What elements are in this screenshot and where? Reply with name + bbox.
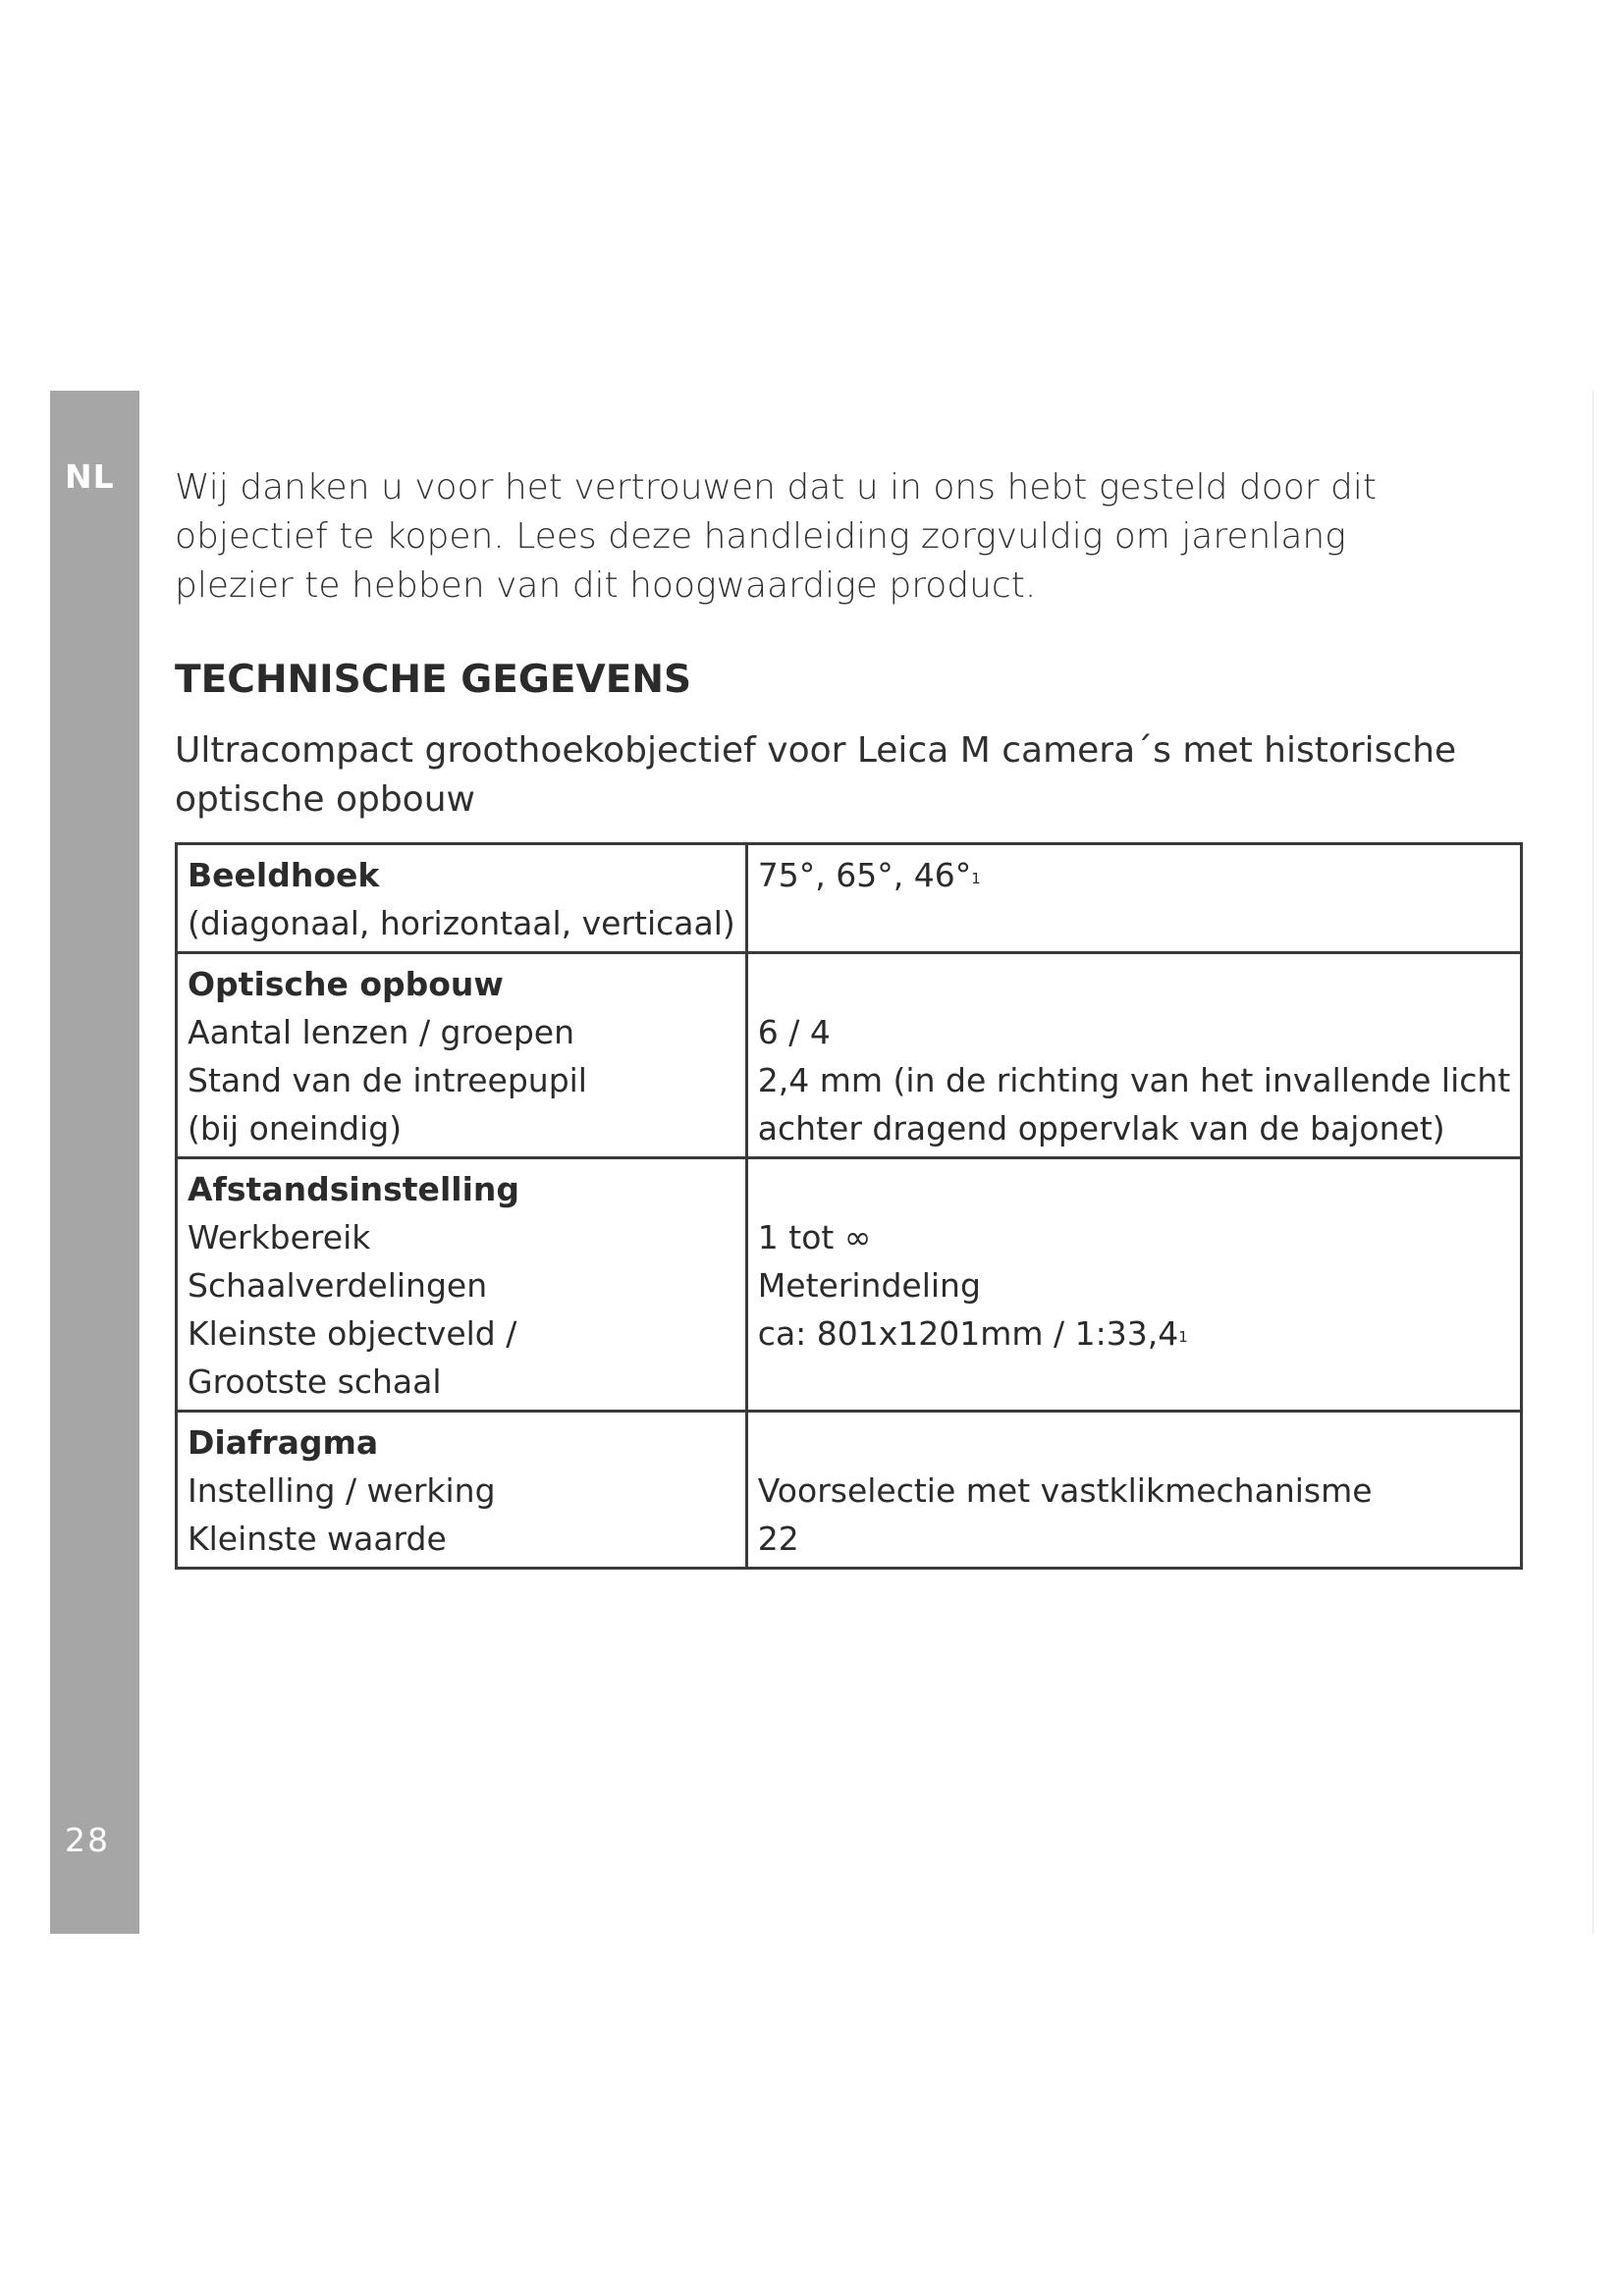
spec-label: (diagonaal, horizontaal, verticaal) — [188, 904, 735, 942]
spec-label: Schaalverdelingen — [188, 1266, 488, 1305]
language-tag: NL — [65, 457, 115, 496]
spec-value: 75°, 65°, 46°$^1$ — [757, 856, 981, 894]
page-content — [175, 463, 1511, 1570]
spec-value: Voorselectie met vastklikmechanisme — [757, 1471, 1373, 1510]
spec-label-cell — [177, 844, 747, 953]
table-row-afstandsinstelling — [177, 1158, 1522, 1412]
spec-value: Meterindeling — [757, 1266, 981, 1305]
footnote-marker: 1 — [1178, 1328, 1188, 1346]
spec-value: 2,4 mm (in de richting van het invallende licht — [757, 1061, 1511, 1099]
side-margin-bar — [50, 391, 139, 1934]
spec-value: ca: 801x1201mm / 1:33,4$^1$ — [757, 1314, 1188, 1353]
spec-value-cell — [746, 844, 1521, 953]
page-edge-rule — [1593, 391, 1594, 1934]
spec-label: Aantal lenzen / groepen — [188, 1013, 575, 1051]
spec-title: Optische opbouw — [188, 965, 504, 1003]
spec-label: Stand van de intreepupil — [188, 1061, 587, 1099]
spec-label: Kleinste waarde — [188, 1520, 447, 1558]
section-heading: TECHNISCHE GEGEVENS — [175, 658, 692, 702]
section-subtitle: Ultracompact groothoekobjectief voor Leica M camera´s met historische optische opbouw — [175, 730, 1457, 820]
page-number: 28 — [65, 1821, 110, 1859]
table-row-diafragma — [177, 1412, 1522, 1569]
spec-label: Grootste schaal — [188, 1362, 442, 1401]
table-row-optische-opbouw — [177, 953, 1522, 1158]
spec-label: Kleinste objectveld / — [188, 1314, 517, 1353]
spec-table — [175, 842, 1523, 1570]
spec-label-cell — [177, 1412, 747, 1569]
table-row-beeldhoek — [177, 844, 1522, 953]
spec-value: 6 / 4 — [757, 1013, 831, 1051]
spec-value-cell — [746, 953, 1521, 1158]
spec-value-cell — [746, 1412, 1521, 1569]
spec-value-cell — [746, 1158, 1521, 1412]
intro-paragraph: Wij danken u voor het vertrouwen dat u in ons hebt gesteld door dit objectief te kopen. Lees deze handleiding zorgvuldig om jarenlang plezier te hebben van dit hoogwaardige product. — [175, 467, 1377, 606]
footnote-marker: 1 — [971, 870, 981, 887]
spec-title: Beeldhoek — [188, 856, 380, 894]
spec-label: (bij oneindig) — [188, 1109, 403, 1148]
spec-value: 22 — [757, 1520, 799, 1558]
spec-title: Diafragma — [188, 1423, 379, 1462]
spec-value: 1 tot ∞ — [757, 1218, 872, 1256]
spec-label: Instelling / werking — [188, 1471, 496, 1510]
spec-value: achter dragend oppervlak van de bajonet) — [757, 1109, 1445, 1148]
spec-title: Afstandsinstelling — [188, 1170, 519, 1208]
spec-label: Werkbereik — [188, 1218, 371, 1256]
spec-label-cell — [177, 1158, 747, 1412]
spec-label-cell — [177, 953, 747, 1158]
